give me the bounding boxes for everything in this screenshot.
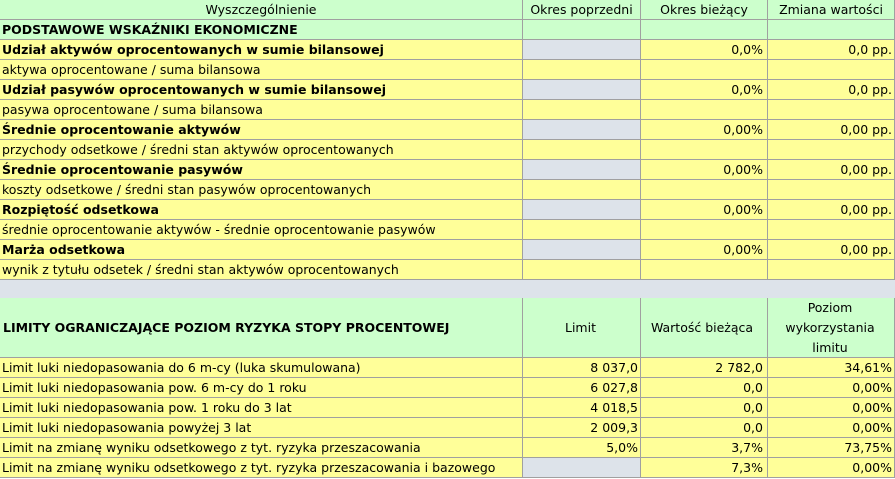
indicator-change[interactable]: 0,00 pp.: [768, 160, 895, 180]
indicator-row: [0, 180, 895, 200]
indicator-current[interactable]: [641, 180, 768, 200]
indicator-current[interactable]: 0,00%: [641, 160, 768, 180]
indicator-current[interactable]: 0,0%: [641, 80, 768, 100]
limit-label[interactable]: Limit na zmianę wyniku odsetkowego z tyt. ryzyka przeszacowania i bazowego: [0, 458, 523, 478]
indicator-row: [0, 40, 895, 60]
section1-title-cell[interactable]: [641, 20, 768, 40]
limit-current-value[interactable]: 2 782,0: [641, 358, 768, 378]
section1-title-cell[interactable]: [523, 20, 641, 40]
limit-usage[interactable]: 34,61%: [768, 358, 895, 378]
header-current-period[interactable]: Okres bieżący: [641, 0, 768, 20]
indicator-label[interactable]: Udział pasywów oprocentowanych w sumie bilansowej: [0, 80, 523, 100]
indicator-change[interactable]: [768, 220, 895, 240]
section2-title[interactable]: LIMITY OGRANICZAJĄCE POZIOM RYZYKA STOPY PROCENTOWEJ: [0, 298, 523, 358]
indicator-label[interactable]: średnie oprocentowanie aktywów - średnie oprocentowanie pasywów: [0, 220, 523, 240]
limit-current-value[interactable]: 3,7%: [641, 438, 768, 458]
header-usage-level[interactable]: Poziom wykorzystania limitu: [768, 298, 895, 358]
indicator-previous[interactable]: [523, 80, 641, 100]
limit-row: [0, 398, 895, 418]
indicator-row: [0, 160, 895, 180]
limit-current-value[interactable]: 0,0: [641, 378, 768, 398]
limit-usage[interactable]: 0,00%: [768, 418, 895, 438]
indicator-label[interactable]: wynik z tytułu odsetek / średni stan aktywów oprocentowanych: [0, 260, 523, 280]
indicator-current[interactable]: 0,00%: [641, 240, 768, 260]
indicator-row: [0, 240, 895, 260]
indicator-previous[interactable]: [523, 160, 641, 180]
limit-value[interactable]: [523, 458, 641, 478]
limit-current-value[interactable]: 7,3%: [641, 458, 768, 478]
indicator-label[interactable]: Marża odsetkowa: [0, 240, 523, 260]
indicator-row: [0, 80, 895, 100]
indicator-current[interactable]: 0,0%: [641, 40, 768, 60]
indicator-current[interactable]: 0,00%: [641, 120, 768, 140]
indicator-previous[interactable]: [523, 180, 641, 200]
indicator-row: [0, 220, 895, 240]
indicator-change[interactable]: [768, 180, 895, 200]
indicator-change[interactable]: 0,0 pp.: [768, 80, 895, 100]
limit-current-value[interactable]: 0,0: [641, 398, 768, 418]
indicator-change[interactable]: [768, 100, 895, 120]
indicator-label[interactable]: Rozpiętość odsetkowa: [0, 200, 523, 220]
indicator-label[interactable]: aktywa oprocentowane / suma bilansowa: [0, 60, 523, 80]
indicator-previous[interactable]: [523, 200, 641, 220]
indicator-previous[interactable]: [523, 260, 641, 280]
header-value-change[interactable]: Zmiana wartości: [768, 0, 895, 20]
indicator-row: [0, 100, 895, 120]
indicator-row: [0, 60, 895, 80]
limit-label[interactable]: Limit na zmianę wyniku odsetkowego z tyt. ryzyka przeszacowania: [0, 438, 523, 458]
limit-current-value[interactable]: 0,0: [641, 418, 768, 438]
indicator-previous[interactable]: [523, 100, 641, 120]
limit-label[interactable]: Limit luki niedopasowania pow. 1 roku do 3 lat: [0, 398, 523, 418]
header-row: [0, 0, 895, 20]
limit-value[interactable]: 8 037,0: [523, 358, 641, 378]
separator-row: [0, 280, 895, 298]
indicator-row: [0, 260, 895, 280]
indicator-change[interactable]: [768, 140, 895, 160]
limit-usage[interactable]: 73,75%: [768, 438, 895, 458]
indicator-label[interactable]: Udział aktywów oprocentowanych w sumie bilansowej: [0, 40, 523, 60]
section1-title-cell[interactable]: [768, 20, 895, 40]
indicator-current[interactable]: [641, 140, 768, 160]
section1-title-row: [0, 20, 895, 40]
limit-row: [0, 358, 895, 378]
limit-usage[interactable]: 0,00%: [768, 378, 895, 398]
indicator-label[interactable]: Średnie oprocentowanie pasywów: [0, 160, 523, 180]
header-previous-period[interactable]: Okres poprzedni: [523, 0, 641, 20]
indicator-change[interactable]: 0,00 pp.: [768, 200, 895, 220]
indicator-previous[interactable]: [523, 240, 641, 260]
limit-row: [0, 378, 895, 398]
section1-title[interactable]: PODSTAWOWE WSKAŹNIKI EKONOMICZNE: [0, 20, 523, 40]
indicator-current[interactable]: [641, 260, 768, 280]
limit-value[interactable]: 5,0%: [523, 438, 641, 458]
section2-header-row: [0, 298, 895, 358]
indicator-label[interactable]: przychody odsetkowe / średni stan aktywów oprocentowanych: [0, 140, 523, 160]
indicator-change[interactable]: 0,0 pp.: [768, 40, 895, 60]
indicator-label[interactable]: koszty odsetkowe / średni stan pasywów oprocentowanych: [0, 180, 523, 200]
limit-usage[interactable]: 0,00%: [768, 398, 895, 418]
indicator-change[interactable]: [768, 60, 895, 80]
limit-label[interactable]: Limit luki niedopasowania powyżej 3 lat: [0, 418, 523, 438]
limit-value[interactable]: 6 027,8: [523, 378, 641, 398]
indicator-change[interactable]: [768, 260, 895, 280]
indicator-current[interactable]: [641, 60, 768, 80]
indicator-previous[interactable]: [523, 40, 641, 60]
limit-row: [0, 438, 895, 458]
limit-row: [0, 418, 895, 438]
indicator-previous[interactable]: [523, 220, 641, 240]
limit-label[interactable]: Limit luki niedopasowania do 6 m-cy (luka skumulowana): [0, 358, 523, 378]
indicator-row: [0, 200, 895, 220]
indicator-change[interactable]: 0,00 pp.: [768, 120, 895, 140]
indicator-change[interactable]: 0,00 pp.: [768, 240, 895, 260]
limit-value[interactable]: 4 018,5: [523, 398, 641, 418]
limit-row: [0, 458, 895, 478]
indicator-label[interactable]: pasywa oprocentowane / suma bilansowa: [0, 100, 523, 120]
indicator-label[interactable]: Średnie oprocentowanie aktywów: [0, 120, 523, 140]
limit-usage[interactable]: 0,00%: [768, 458, 895, 478]
indicator-current[interactable]: 0,00%: [641, 200, 768, 220]
indicator-row: [0, 140, 895, 160]
indicator-current[interactable]: [641, 100, 768, 120]
header-limit[interactable]: Limit: [523, 298, 641, 358]
header-description[interactable]: Wyszczególnienie: [0, 0, 523, 20]
limit-value[interactable]: 2 009,3: [523, 418, 641, 438]
indicator-current[interactable]: [641, 220, 768, 240]
indicator-previous[interactable]: [523, 60, 641, 80]
indicator-previous[interactable]: [523, 140, 641, 160]
indicator-previous[interactable]: [523, 120, 641, 140]
limit-label[interactable]: Limit luki niedopasowania pow. 6 m-cy do 1 roku: [0, 378, 523, 398]
header-current-value[interactable]: Wartość bieżąca: [641, 298, 768, 358]
indicator-row: [0, 120, 895, 140]
